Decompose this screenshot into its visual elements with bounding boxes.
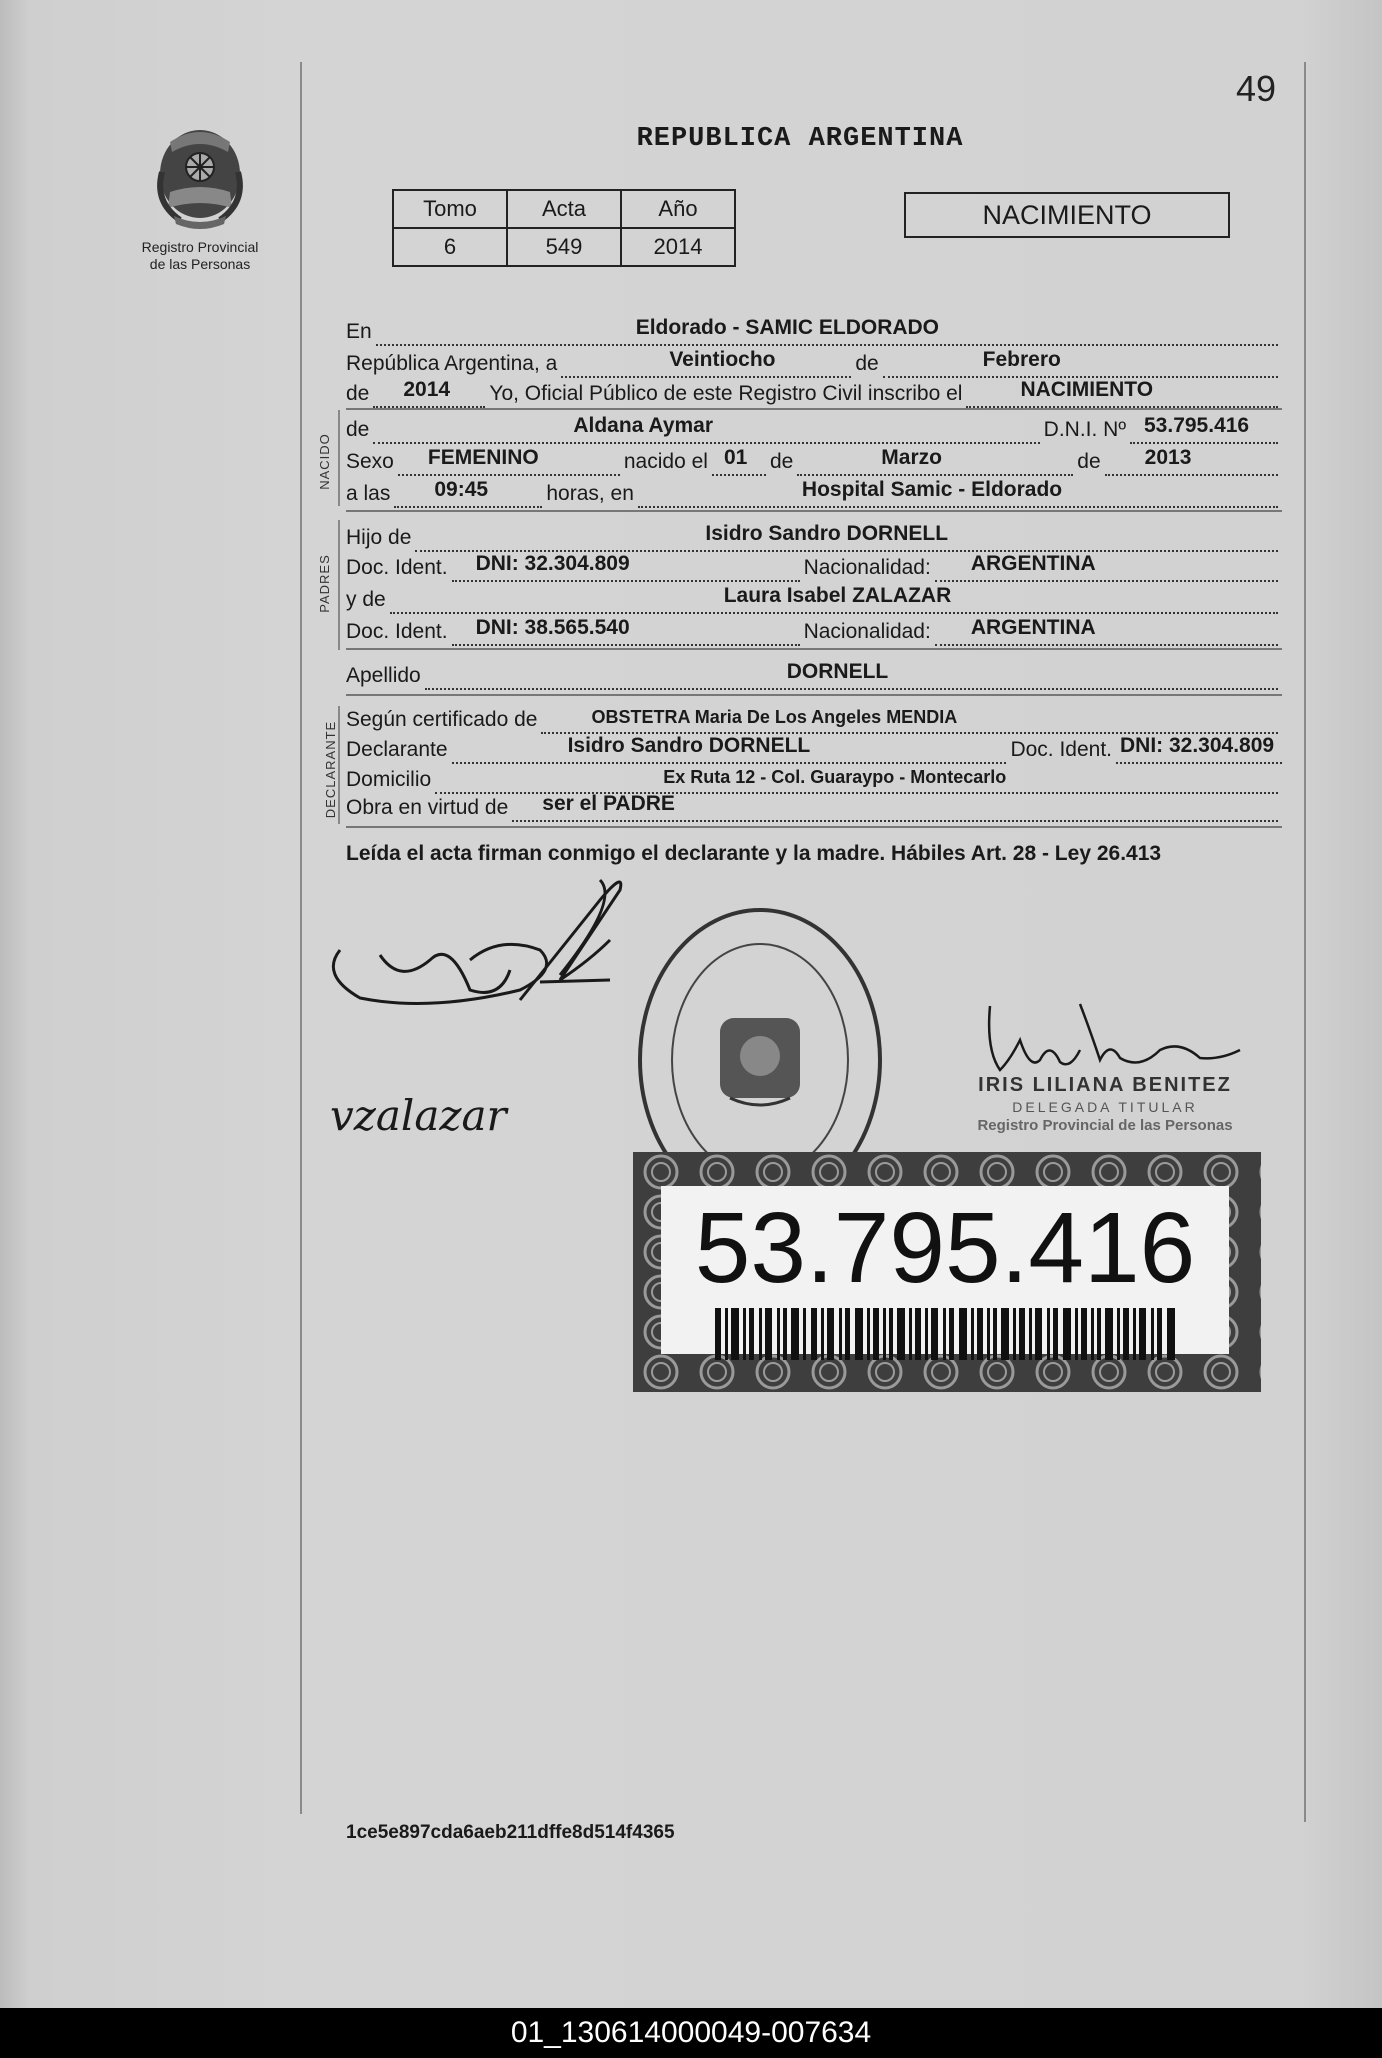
official-block (960, 1074, 1250, 1134)
madre-nac-field (935, 616, 1278, 646)
coat-of-arms-icon (140, 112, 260, 232)
sexo-label: Sexo (346, 450, 394, 473)
nac-dia-field (712, 446, 766, 476)
form-row-madre-doc (346, 612, 1282, 646)
table-cell-acta: 549 (507, 228, 621, 266)
de-label-3: de (346, 418, 370, 441)
padre-doc-value: DNI: 32.304.809 (475, 552, 630, 575)
dni-label: D.N.I. Nº (1043, 418, 1126, 441)
certificado-label: Según certificado de (346, 708, 538, 731)
form-row-obra (346, 788, 1282, 822)
page-number: 49 (1236, 68, 1277, 109)
madre-field (390, 584, 1278, 614)
en-field (376, 316, 1278, 346)
form-row-sexo (346, 442, 1282, 476)
register-table (392, 189, 736, 267)
de-label-2: de (346, 382, 370, 405)
nac-mes-field (797, 446, 1073, 476)
side-line-padres (338, 520, 340, 650)
table-header-anio: Año (621, 190, 735, 228)
doc-ident-label-2: Doc. Ident. (346, 620, 448, 643)
form-row-hora (346, 474, 1282, 508)
form-row-padre (346, 518, 1282, 552)
padre-nac-value: ARGENTINA (970, 552, 1096, 575)
separator (346, 510, 1282, 512)
document-hash: 1ce5e897cda6aeb211dffe8d514f4365 (346, 1822, 675, 1843)
acta-tipo-value: NACIMIENTO (1020, 378, 1154, 401)
doc-ident-label: Doc. Ident. (346, 556, 448, 579)
side-line-declarante (338, 706, 340, 824)
side-line-nacido (338, 410, 340, 506)
table-cell-tomo: 6 (393, 228, 507, 266)
hora-label: a las (346, 482, 391, 505)
id-number: 53.795.416 (694, 1192, 1196, 1304)
form-row-en (346, 312, 1282, 346)
table-header-tomo: Tomo (393, 190, 507, 228)
nombre-field (373, 414, 1039, 444)
left-margin-line (300, 62, 302, 1814)
declarante-label: Declarante (346, 738, 448, 761)
y-de-label: y de (346, 588, 386, 611)
form-row-nombre (346, 410, 1282, 444)
hora-value: 09:45 (434, 478, 489, 501)
lugar-value: Hospital Samic - Eldorado (801, 478, 1063, 501)
table-header-acta: Acta (507, 190, 621, 228)
nac-anio-value: 2013 (1144, 446, 1192, 469)
declarant-signature (333, 880, 620, 1003)
document-title: REPUBLICA ARGENTINA (636, 124, 964, 154)
apellido-value: DORNELL (786, 660, 889, 683)
dia-value: Veintiocho (669, 348, 776, 371)
sexo-field (398, 446, 620, 476)
hijo-label: Hijo de (346, 526, 412, 549)
declarante-value: Isidro Sandro DORNELL (567, 734, 811, 757)
id-number-label (633, 1152, 1261, 1392)
de-label: de (855, 352, 879, 375)
side-label-padres: PADRES (316, 554, 332, 613)
madre-doc-field (452, 616, 800, 646)
official-org: Registro Provincial de las Personas (977, 1117, 1233, 1134)
side-label-nacido: NACIDO (316, 433, 332, 490)
anio-field (373, 378, 485, 408)
logo-caption-line1: Registro Provincial (141, 239, 259, 255)
closing-statement: Leída el acta firman conmigo el declarante y la madre. Hábiles Art. 28 - Ley 26.413 (346, 842, 1162, 865)
lugar-field (638, 478, 1278, 508)
de-label-4: de (769, 450, 794, 473)
form-row-madre (346, 580, 1282, 614)
table-cell-anio: 2014 (621, 228, 735, 266)
barcode (715, 1308, 1175, 1360)
separator (346, 694, 1282, 696)
form-row-inscripcion (346, 374, 1282, 408)
certificado-value: OBSTETRA Maria De Los Angeles MENDIA (591, 707, 958, 727)
en-label: En (346, 320, 372, 343)
record-type-box: NACIMIENTO (904, 192, 1230, 238)
declarante-doc-value: DNI: 32.304.809 (1120, 734, 1275, 757)
de-label-5: de (1077, 450, 1101, 473)
dni-value: 53.795.416 (1144, 414, 1250, 437)
sexo-value: FEMENINO (427, 446, 539, 469)
domicilio-value: Ex Ruta 12 - Col. Guaraypo - Montecarlo (663, 767, 1007, 787)
side-label-declarante: DECLARANTE (323, 720, 339, 819)
madre-doc-value: DNI: 38.565.540 (475, 616, 630, 639)
madre-value: Laura Isabel ZALAZAR (723, 584, 952, 607)
registry-logo (130, 112, 270, 282)
obra-label: Obra en virtud de (346, 796, 509, 819)
padre-doc-field (452, 552, 800, 582)
label-inner (661, 1186, 1229, 1354)
nacido-label: nacido el (623, 450, 708, 473)
form-row-declarante (346, 730, 1282, 764)
nac-mes-value: Marzo (881, 446, 942, 469)
hora-field (394, 478, 542, 508)
mother-signature: vzalazar (330, 1091, 507, 1140)
en-value: Eldorado - SAMIC ELDORADO (635, 316, 940, 339)
nacionalidad-label-2: Nacionalidad: (803, 620, 931, 643)
doc-ident-label-3: Doc. Ident. (1010, 738, 1112, 761)
republica-label: República Argentina, a (346, 352, 558, 375)
separator (346, 648, 1282, 650)
mes-value: Febrero (982, 348, 1061, 371)
logo-caption-line2: de las Personas (149, 256, 251, 272)
nac-anio-field (1105, 446, 1278, 476)
form-row-padre-doc (346, 548, 1282, 582)
oficial-text: Yo, Oficial Público de este Registro Civil inscribo el (489, 382, 963, 405)
form-row-certificado (346, 700, 1282, 734)
madre-nac-value: ARGENTINA (970, 616, 1096, 639)
apellido-label: Apellido (346, 664, 421, 687)
official-signature (989, 1004, 1240, 1070)
official-name: IRIS LILIANA BENITEZ (978, 1074, 1232, 1096)
obra-field (512, 792, 1278, 822)
domicilio-label: Domicilio (346, 768, 432, 791)
nacionalidad-label: Nacionalidad: (803, 556, 931, 579)
form-row-apellido (346, 656, 1282, 690)
right-margin-line (1304, 62, 1306, 1822)
obra-value: ser el PADRE (542, 792, 675, 815)
anio-value: 2014 (403, 378, 451, 401)
separator (346, 826, 1282, 828)
nac-dia-value: 01 (723, 446, 748, 469)
nombre-value: Aldana Aymar (573, 414, 714, 437)
official-role: DELEGADA TITULAR (1012, 1099, 1198, 1115)
padre-nac-field (935, 552, 1278, 582)
acta-tipo-field (966, 378, 1278, 408)
horas-en-label: horas, en (546, 482, 634, 505)
apellido-field (425, 660, 1278, 690)
footer-bar (0, 2008, 1382, 2058)
padre-value: Isidro Sandro DORNELL (705, 522, 949, 545)
dni-field (1130, 414, 1278, 444)
footer-filename: 01_130614000049-007634 (510, 2016, 872, 2049)
form-row-fecha (346, 344, 1282, 378)
